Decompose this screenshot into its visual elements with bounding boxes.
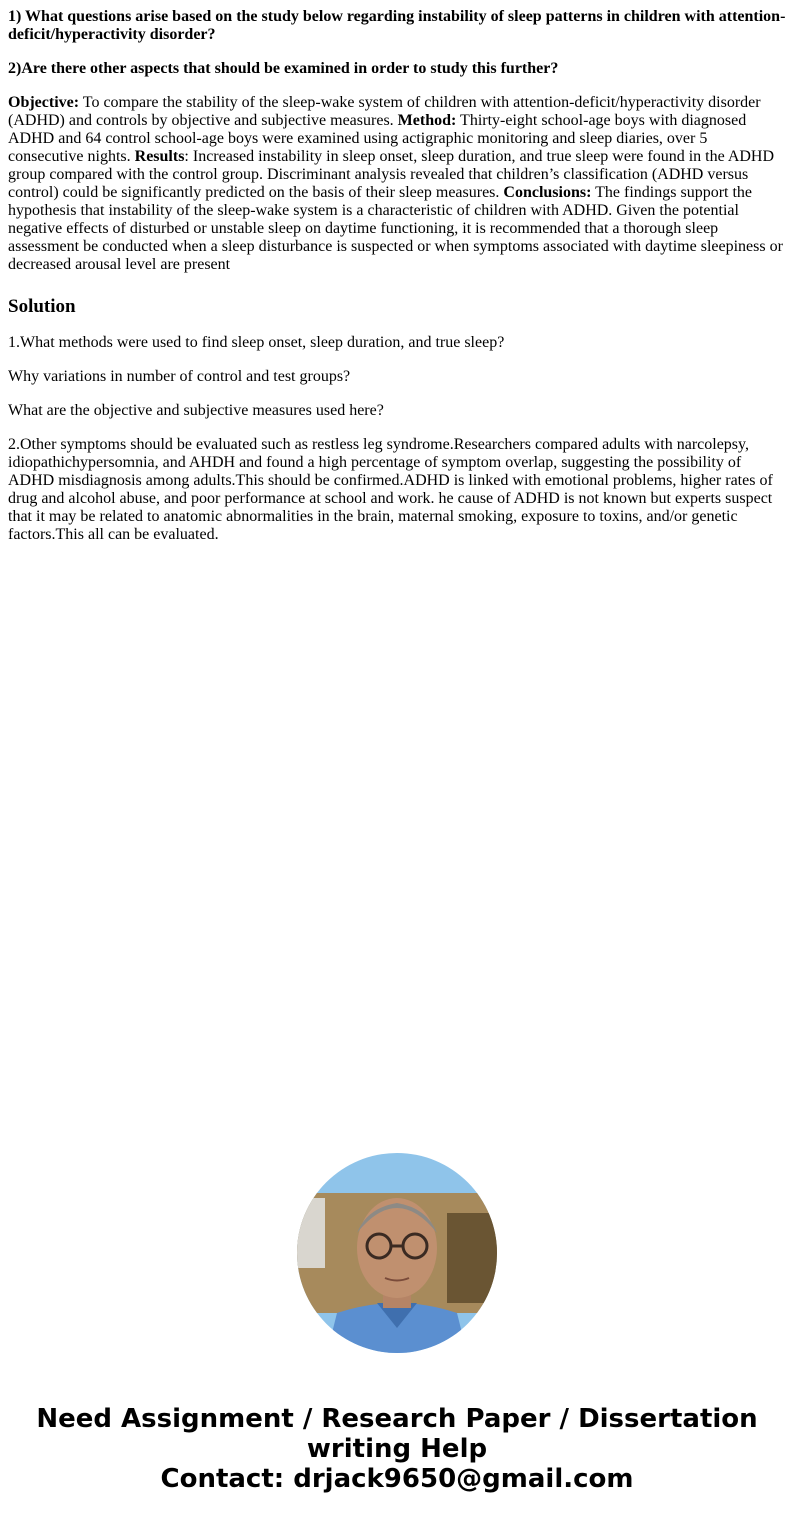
author-photo-illustration (297, 1153, 497, 1353)
solution-paragraph-2: Why variations in number of control and test groups? (8, 368, 351, 385)
method-text: Thirty-eight school-age boys with diagnosed ADHD and 64 control school-age boys were examined using actigraphic monitoring and sleep diaries, over 5 consecutive nights. (8, 112, 747, 165)
method-label: Method: (397, 112, 457, 129)
results-label: Results (134, 148, 185, 165)
objective-text: To compare the stability of the sleep-wake system of children with attention-deficit/hyperactivity disorder (ADHD) and controls by objective and subjective measures. (8, 94, 761, 129)
solution-heading: Solution (8, 296, 76, 317)
avatar-panel (447, 1213, 497, 1303)
banner-line-2: writing Help (306, 1434, 488, 1464)
banner-line-1: Need Assignment / Research Paper / Dissertation (36, 1404, 758, 1434)
avatar-door (297, 1198, 325, 1268)
contact-banner (0, 1404, 794, 1494)
author-avatar (297, 1153, 497, 1353)
conclusions-text: The findings support the hypothesis that instability of the sleep-wake system is a characteristic of children with ADHD. Given the potential negative effects of disturbed or unstable sleep on daytime functioning, it is recommended that a thorough sleep assessment be conducted when a sleep disturbance is suspected or when symptoms associated with daytime sleepiness or decreased arousal level are present (8, 184, 783, 273)
solution-paragraph-3: What are the objective and subjective measures used here? (8, 402, 384, 419)
results-text: : Increased instability in sleep onset, sleep duration, and true sleep were found in the ADHD group compared with the control group. Discriminant analysis revealed that children’s classification (ADHD versus control) could be significantly predicted on the basis of their sleep measures. (8, 148, 775, 201)
avatar-face (357, 1198, 437, 1298)
question-1: 1) What questions arise based on the study below regarding instability of sleep patterns in children with attention-deficit/hyperactivity disorder? (8, 8, 786, 43)
document-body (8, 8, 786, 560)
banner-contact-line: Contact: drjack9650@gmail.com (160, 1464, 634, 1494)
abstract-paragraph (8, 94, 786, 274)
conclusions-label: Conclusions: (503, 184, 592, 201)
objective-label: Objective: (8, 94, 80, 111)
solution-paragraph-1: 1.What methods were used to find sleep onset, sleep duration, and true sleep? (8, 334, 505, 351)
question-2: 2)Are there other aspects that should be examined in order to study this further? (8, 60, 559, 77)
solution-paragraph-4: 2.Other symptoms should be evaluated such as restless leg syndrome.Researchers compared adults with narcolepsy, idiopathichypersomnia, and AHDH and found a high percentage of symptom overlap, suggesting the possibility of ADHD misdiagnosis among adults.This should be confirmed.ADHD is linked with emotional problems, higher rates of drug and alcohol abuse, and poor performance at school and work. he cause of ADHD is not known but experts suspect that it may be related to anatomic abnormalities in the brain, maternal smoking, exposure to toxins, and/or genetic factors.This all can be evaluated. (8, 436, 773, 543)
